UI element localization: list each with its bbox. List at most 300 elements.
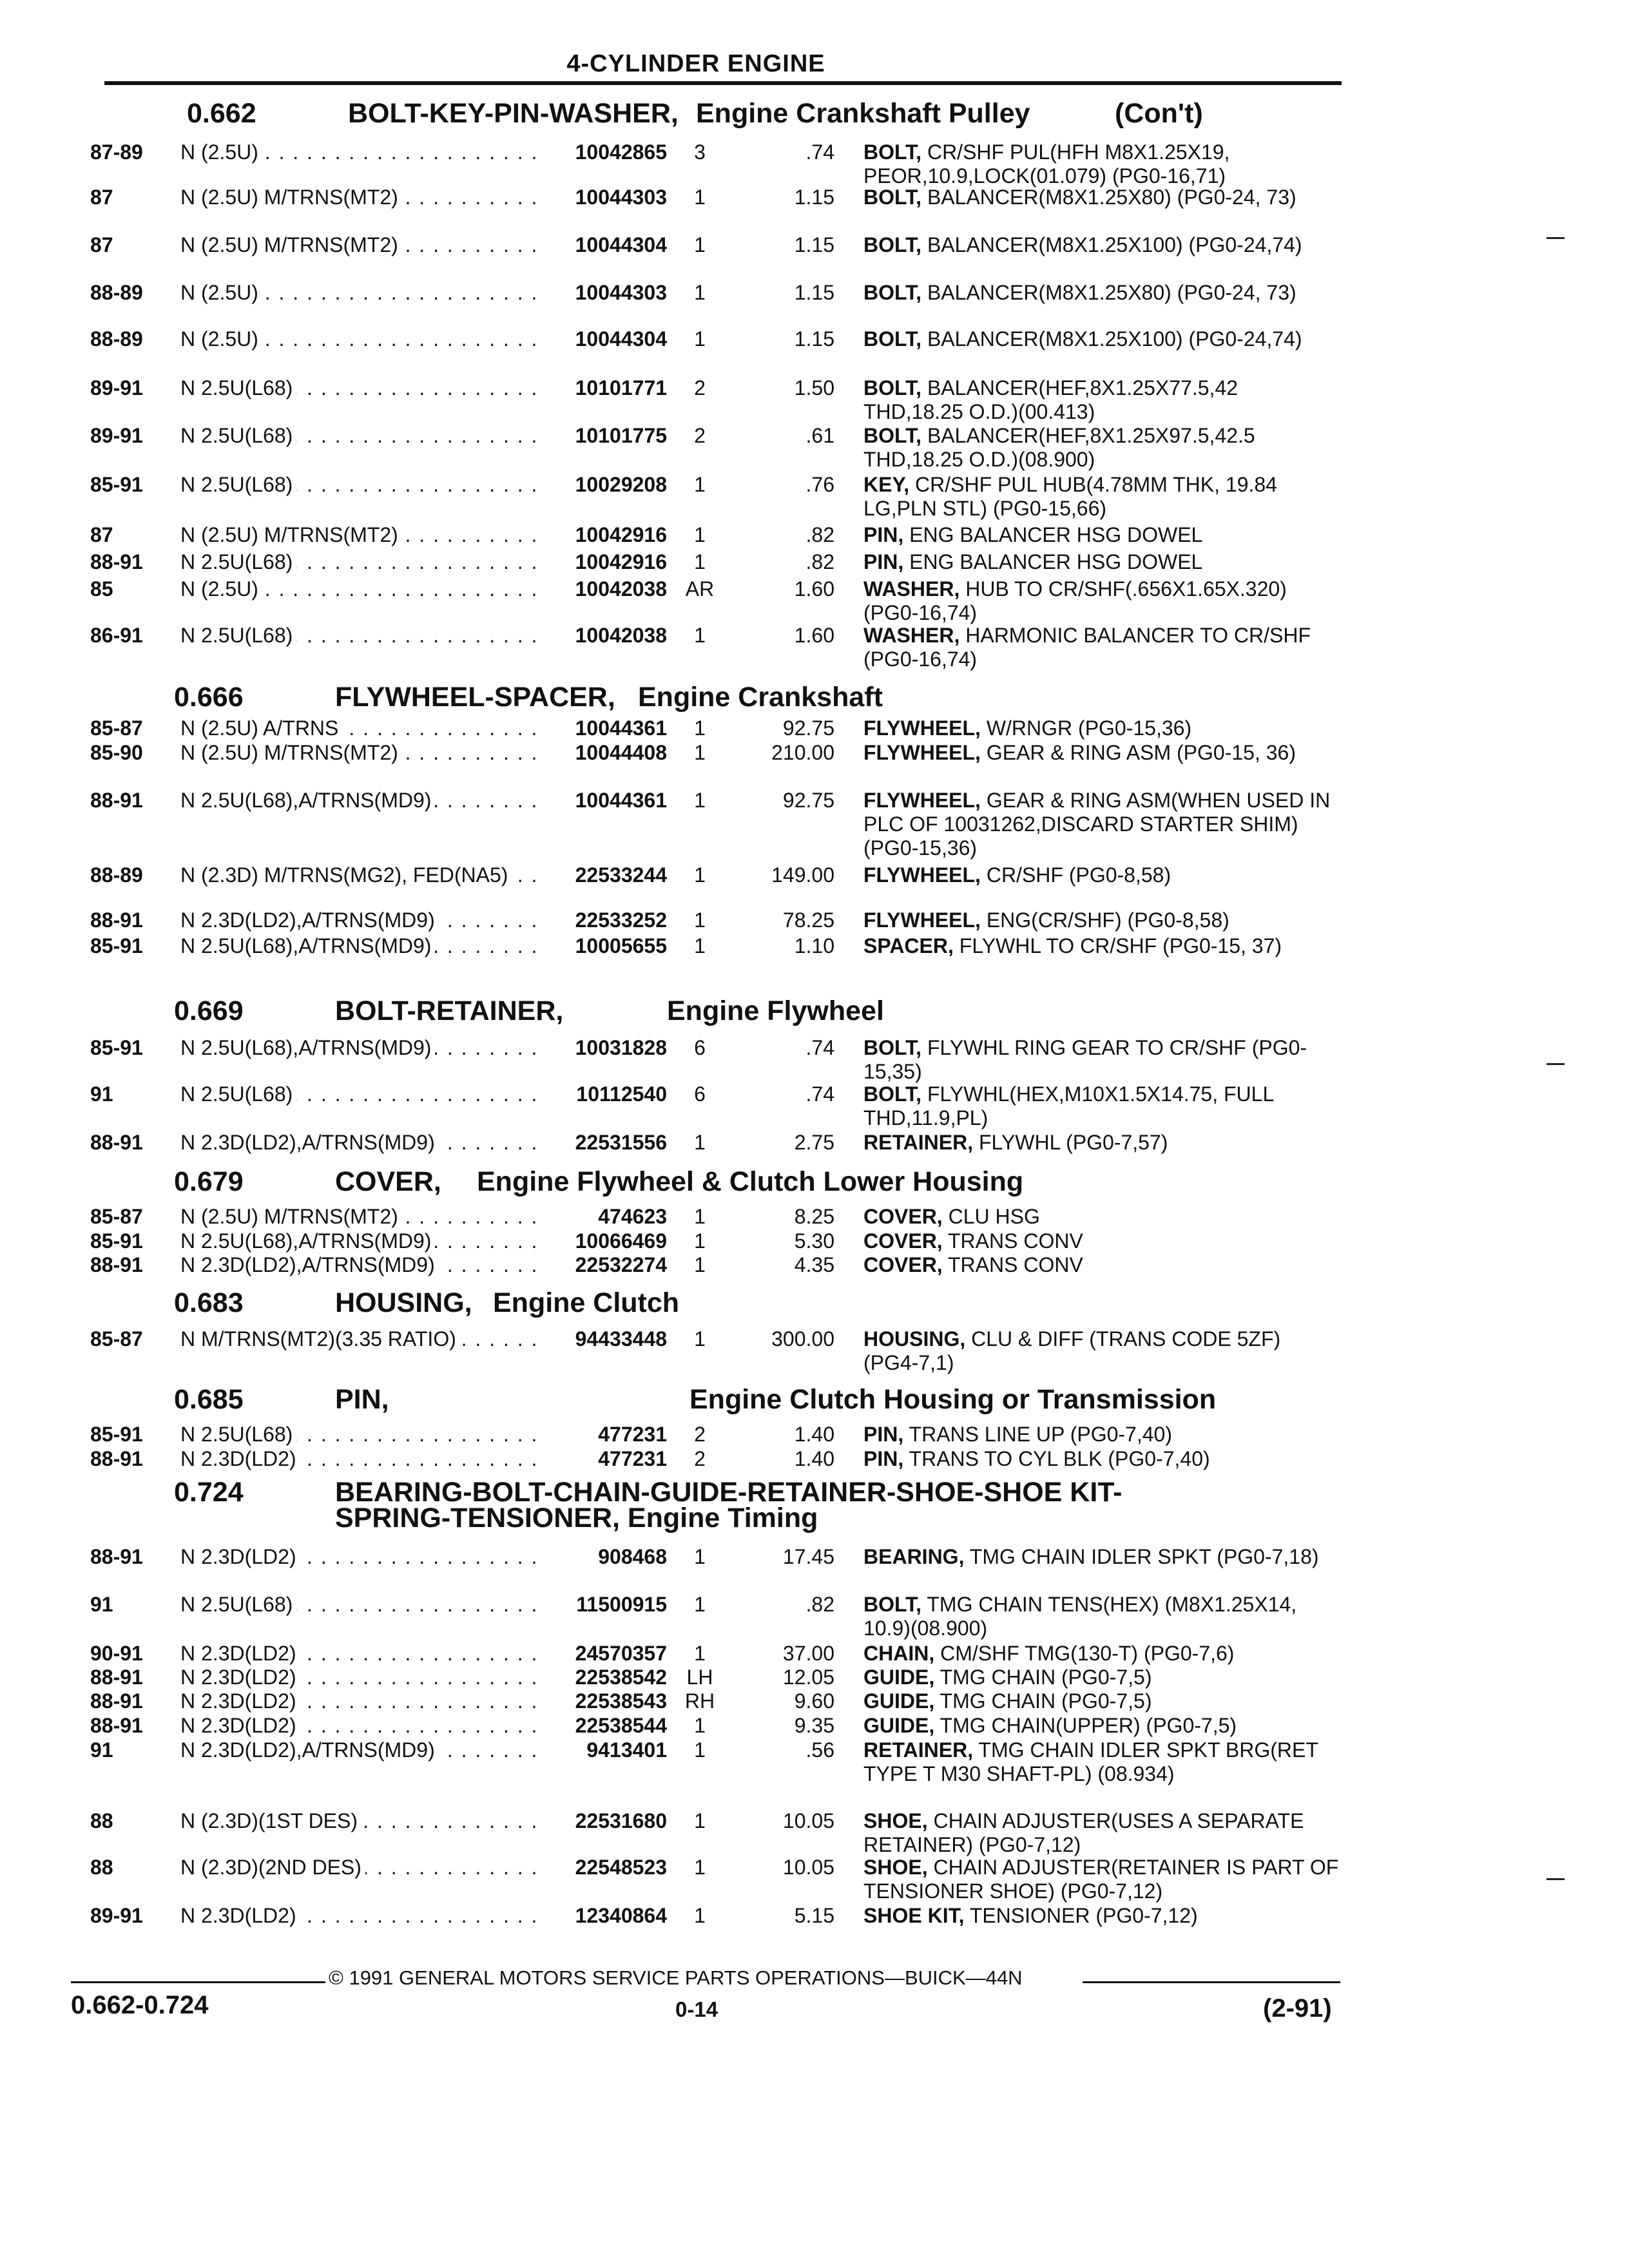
section-subtitle: Engine Clutch Housing or Transmission bbox=[689, 1384, 1217, 1415]
part-number: 10042038 bbox=[575, 577, 667, 601]
section-number: 0.683 bbox=[174, 1287, 244, 1318]
quantity: 1 bbox=[694, 1327, 706, 1350]
part-noun: GUIDE, bbox=[863, 1714, 935, 1737]
usage-description bbox=[180, 577, 538, 601]
footer-copyright: © 1991 GENERAL MOTORS SERVICE PARTS OPERATIONS—BUICK—44N bbox=[329, 1966, 1023, 1989]
part-number: 10044303 bbox=[575, 281, 667, 304]
part-detail: GEAR & RING ASM (PG0-15, 36) bbox=[986, 741, 1296, 764]
usage-description-text: N 2.5U(L68) bbox=[180, 550, 296, 573]
part-name bbox=[863, 1593, 1340, 1640]
usage-description bbox=[180, 327, 538, 351]
part-number: 10112540 bbox=[576, 1082, 667, 1106]
part-number: 9413401 bbox=[586, 1738, 667, 1762]
part-name bbox=[863, 424, 1340, 472]
section-number: 0.666 bbox=[174, 682, 244, 713]
model-years: 88-91 bbox=[90, 1714, 143, 1737]
usage-description bbox=[180, 1131, 538, 1155]
part-detail: FLYWHL(HEX,M10X1.5X14.75, FULL THD,11.9,PL) bbox=[863, 1082, 1274, 1129]
usage-description-text: N 2.5U(L68),A/TRNS(MD9) bbox=[180, 1036, 435, 1059]
price: 1.15 bbox=[794, 327, 834, 351]
model-years: 87-89 bbox=[90, 140, 143, 164]
model-years: 91 bbox=[90, 1738, 113, 1762]
part-noun: COVER, bbox=[863, 1253, 943, 1276]
quantity: 1 bbox=[694, 1809, 706, 1832]
part-noun: CHAIN, bbox=[863, 1642, 935, 1665]
part-name bbox=[863, 577, 1340, 625]
usage-description-text: N (2.5U) bbox=[180, 140, 262, 164]
section-title: BOLT-KEY-PIN-WASHER, bbox=[348, 98, 679, 129]
price: 1.60 bbox=[794, 624, 834, 647]
part-number: 10029208 bbox=[575, 473, 667, 496]
usage-description-text: N (2.5U) M/TRNS(MT2) bbox=[180, 523, 402, 546]
part-noun: BOLT, bbox=[863, 376, 922, 399]
model-years: 87 bbox=[90, 523, 113, 546]
quantity: 1 bbox=[694, 473, 706, 496]
quantity: 1 bbox=[694, 1904, 706, 1927]
footer-section-range: 0.662-0.724 bbox=[71, 1991, 209, 2019]
part-number: 10101775 bbox=[575, 424, 667, 447]
part-detail: TRANS CONV bbox=[948, 1253, 1083, 1276]
quantity: 1 bbox=[694, 934, 706, 957]
usage-description-text: N M/TRNS(MT2)(3.35 RATIO) bbox=[180, 1327, 460, 1350]
price: 17.45 bbox=[782, 1545, 834, 1568]
usage-description-text: N (2.5U) M/TRNS(MT2) bbox=[180, 186, 402, 209]
part-detail: BALANCER(HEF,8X1.25X77.5,42 THD,18.25 O.D.)(00.413) bbox=[863, 376, 1238, 423]
quantity: 1 bbox=[694, 789, 706, 812]
model-years: 91 bbox=[90, 1082, 113, 1106]
section-title: BOLT-RETAINER, bbox=[335, 995, 564, 1026]
price: .56 bbox=[805, 1738, 834, 1762]
part-noun: KEY, bbox=[863, 473, 910, 496]
part-number: 10044303 bbox=[575, 186, 667, 209]
price: 1.40 bbox=[794, 1447, 834, 1470]
model-years: 85 bbox=[90, 577, 113, 601]
part-noun: BOLT, bbox=[863, 1082, 922, 1106]
usage-description-text: N 2.3D(LD2) bbox=[180, 1666, 300, 1689]
header-rule bbox=[104, 81, 1342, 85]
usage-description-text: N 2.3D(LD2),A/TRNS(MD9) bbox=[180, 1253, 439, 1276]
part-noun: FLYWHEEL, bbox=[863, 741, 981, 764]
part-number: 22538542 bbox=[575, 1666, 667, 1689]
part-detail: BALANCER(M8X1.25X100) (PG0-24,74) bbox=[927, 327, 1302, 351]
price: 10.05 bbox=[782, 1809, 834, 1832]
section-continued: (Con't) bbox=[1115, 98, 1203, 129]
section-title: BEARING-BOLT-CHAIN-GUIDE-RETAINER-SHOE-SHOE KIT- bbox=[335, 1477, 1123, 1508]
part-name bbox=[863, 523, 1340, 547]
part-name bbox=[863, 1229, 1340, 1253]
part-noun: GUIDE, bbox=[863, 1689, 935, 1713]
part-name bbox=[863, 1253, 1340, 1277]
part-number: 10042916 bbox=[575, 523, 667, 546]
part-name bbox=[863, 1642, 1340, 1666]
margin-mark bbox=[1547, 237, 1565, 239]
usage-description-text: N 2.5U(L68) bbox=[180, 1593, 296, 1616]
price: 1.10 bbox=[794, 934, 834, 957]
price: .82 bbox=[805, 550, 834, 573]
quantity: 1 bbox=[694, 716, 706, 740]
margin-mark bbox=[1547, 1878, 1565, 1880]
usage-description-text: N (2.5U) M/TRNS(MT2) bbox=[180, 233, 402, 256]
part-detail: CLU & DIFF (TRANS CODE 5ZF) (PG4-7,1) bbox=[863, 1327, 1281, 1374]
model-years: 88 bbox=[90, 1809, 113, 1832]
quantity: 6 bbox=[694, 1082, 706, 1106]
part-noun: FLYWHEEL, bbox=[863, 908, 981, 932]
part-name bbox=[863, 1327, 1340, 1375]
model-years: 88-89 bbox=[90, 327, 143, 351]
usage-description bbox=[180, 424, 538, 448]
part-noun: FLYWHEEL, bbox=[863, 789, 981, 812]
model-years: 87 bbox=[90, 186, 113, 209]
price: .82 bbox=[805, 523, 834, 546]
price: 1.50 bbox=[794, 376, 834, 399]
usage-description bbox=[180, 741, 538, 765]
usage-description-text: N 2.3D(LD2) bbox=[180, 1642, 300, 1665]
usage-description bbox=[180, 1666, 538, 1689]
part-noun: FLYWHEEL, bbox=[863, 716, 981, 740]
section-number: 0.685 bbox=[174, 1384, 244, 1415]
price: .74 bbox=[805, 1036, 834, 1059]
part-noun: WASHER, bbox=[863, 624, 960, 647]
section-subtitle: Engine Flywheel & Clutch Lower Housing bbox=[477, 1166, 1024, 1197]
usage-description bbox=[180, 1545, 538, 1569]
part-detail: CR/SHF PUL(HFH M8X1.25X19, PEOR,10.9,LOCK(01.079) (PG0-16,71) bbox=[863, 140, 1230, 187]
part-number: 477231 bbox=[598, 1423, 667, 1446]
price: 1.60 bbox=[794, 577, 834, 601]
usage-description bbox=[180, 1738, 538, 1762]
quantity: 1 bbox=[694, 1714, 706, 1737]
usage-description bbox=[180, 140, 538, 164]
part-number: 10044408 bbox=[575, 741, 667, 764]
footer-rule-left bbox=[71, 1981, 325, 1983]
usage-description bbox=[180, 1229, 538, 1253]
usage-description-text: N 2.3D(LD2) bbox=[180, 1545, 300, 1568]
part-detail: CR/SHF PUL HUB(4.78MM THK, 19.84 LG,PLN STL) (PG0-15,66) bbox=[863, 473, 1277, 520]
part-number: 22532274 bbox=[575, 1253, 667, 1276]
part-number: 22533244 bbox=[575, 863, 667, 887]
part-number: 22531556 bbox=[575, 1131, 667, 1154]
part-noun: SHOE, bbox=[863, 1856, 928, 1879]
price: .76 bbox=[805, 473, 834, 496]
usage-description-text: N 2.3D(LD2),A/TRNS(MD9) bbox=[180, 1131, 439, 1154]
part-noun: RETAINER, bbox=[863, 1131, 974, 1154]
usage-description bbox=[180, 1904, 538, 1928]
quantity: 1 bbox=[694, 523, 706, 546]
part-number: 10044304 bbox=[575, 327, 667, 351]
usage-description-text: N (2.3D) M/TRNS(MG2), FED(NA5) bbox=[180, 863, 512, 887]
section-number: 0.669 bbox=[174, 995, 244, 1026]
model-years: 88-89 bbox=[90, 281, 143, 304]
model-years: 85-91 bbox=[90, 473, 143, 496]
part-detail: FLYWHL (PG0-7,57) bbox=[978, 1131, 1168, 1154]
part-name bbox=[863, 233, 1340, 257]
part-noun: HOUSING, bbox=[863, 1327, 966, 1350]
model-years: 88-91 bbox=[90, 1545, 143, 1568]
part-noun: COVER, bbox=[863, 1205, 943, 1228]
part-number: 22533252 bbox=[575, 908, 667, 932]
price: 5.15 bbox=[794, 1904, 834, 1927]
usage-description-text: N (2.5U) A/TRNS bbox=[180, 716, 342, 740]
section-number: 0.679 bbox=[174, 1166, 244, 1197]
margin-mark bbox=[1547, 1063, 1565, 1065]
usage-description-text: N 2.5U(L68) bbox=[180, 376, 296, 399]
part-name bbox=[863, 186, 1340, 209]
price: 300.00 bbox=[771, 1327, 834, 1350]
price: 4.35 bbox=[794, 1253, 834, 1276]
part-detail: TMG CHAIN (PG0-7,5) bbox=[940, 1666, 1152, 1689]
section-subtitle: Engine Clutch bbox=[493, 1287, 680, 1318]
quantity: 1 bbox=[694, 624, 706, 647]
part-detail: HUB TO CR/SHF(.656X1.65X.320) (PG0-16,74) bbox=[863, 577, 1287, 624]
part-detail: TRANS LINE UP (PG0-7,40) bbox=[909, 1423, 1172, 1446]
part-number: 22538543 bbox=[575, 1689, 667, 1713]
usage-description bbox=[180, 1714, 538, 1738]
quantity: 1 bbox=[694, 233, 706, 256]
usage-description-text: N 2.3D(LD2),A/TRNS(MD9) bbox=[180, 1738, 439, 1762]
part-noun: PIN, bbox=[863, 550, 904, 573]
quantity: 1 bbox=[694, 1593, 706, 1616]
part-detail: TMG CHAIN (PG0-7,5) bbox=[940, 1689, 1152, 1713]
part-noun: COVER, bbox=[863, 1229, 943, 1253]
part-name bbox=[863, 1738, 1340, 1786]
model-years: 86-91 bbox=[90, 624, 143, 647]
usage-description bbox=[180, 789, 538, 812]
part-name bbox=[863, 376, 1340, 424]
part-number: 474623 bbox=[598, 1205, 667, 1228]
part-number: 22548523 bbox=[575, 1856, 667, 1879]
quantity: 3 bbox=[694, 140, 706, 164]
usage-description-text: N (2.3D)(2ND DES) bbox=[180, 1856, 365, 1879]
quantity: 1 bbox=[694, 1131, 706, 1154]
part-noun: BOLT, bbox=[863, 327, 922, 351]
price: 2.75 bbox=[794, 1131, 834, 1154]
part-name bbox=[863, 1856, 1340, 1903]
price: 5.30 bbox=[794, 1229, 834, 1253]
price: 1.15 bbox=[794, 233, 834, 256]
usage-description-text: N 2.3D(LD2) bbox=[180, 1689, 300, 1713]
part-number: 477231 bbox=[598, 1447, 667, 1470]
part-name bbox=[863, 716, 1340, 740]
part-detail: TMG CHAIN IDLER SPKT (PG0-7,18) bbox=[969, 1545, 1319, 1568]
usage-description bbox=[180, 1205, 538, 1229]
part-number: 24570357 bbox=[575, 1642, 667, 1665]
quantity: 1 bbox=[694, 1856, 706, 1879]
price: 1.15 bbox=[794, 281, 834, 304]
usage-description-text: N 2.3D(LD2) bbox=[180, 1447, 300, 1470]
part-number: 10031828 bbox=[575, 1036, 667, 1059]
model-years: 85-90 bbox=[90, 741, 143, 764]
usage-description bbox=[180, 1689, 538, 1713]
part-detail: FLYWHL RING GEAR TO CR/SHF (PG0-15,35) bbox=[863, 1036, 1307, 1083]
price: 92.75 bbox=[782, 789, 834, 812]
usage-description bbox=[180, 1447, 538, 1471]
quantity: 6 bbox=[694, 1036, 706, 1059]
part-detail: BALANCER(M8X1.25X100) (PG0-24,74) bbox=[927, 233, 1302, 256]
part-detail: TMG CHAIN(UPPER) (PG0-7,5) bbox=[940, 1714, 1237, 1737]
part-noun: PIN, bbox=[863, 1423, 904, 1446]
quantity: 1 bbox=[694, 186, 706, 209]
part-name bbox=[863, 1205, 1340, 1229]
model-years: 85-91 bbox=[90, 1423, 143, 1446]
part-number: 10044361 bbox=[575, 789, 667, 812]
part-noun: PIN, bbox=[863, 523, 904, 546]
usage-description bbox=[180, 1327, 538, 1351]
part-noun: GUIDE, bbox=[863, 1666, 935, 1689]
model-years: 90-91 bbox=[90, 1642, 143, 1665]
part-noun: BOLT, bbox=[863, 424, 922, 447]
part-detail: ENG BALANCER HSG DOWEL bbox=[909, 523, 1203, 546]
price: 149.00 bbox=[771, 863, 834, 887]
model-years: 88-91 bbox=[90, 1666, 143, 1689]
model-years: 85-87 bbox=[90, 1205, 143, 1228]
part-noun: FLYWHEEL, bbox=[863, 863, 981, 887]
usage-description bbox=[180, 1642, 538, 1666]
price: 1.40 bbox=[794, 1423, 834, 1446]
section-subtitle: Engine Crankshaft Pulley bbox=[696, 98, 1030, 129]
usage-description bbox=[180, 1253, 538, 1277]
price: .74 bbox=[805, 1082, 834, 1106]
usage-description bbox=[180, 233, 538, 257]
part-name bbox=[863, 1545, 1340, 1569]
part-name bbox=[863, 624, 1340, 671]
usage-description bbox=[180, 1856, 538, 1879]
model-years: 89-91 bbox=[90, 424, 143, 447]
price: 210.00 bbox=[771, 741, 834, 764]
part-number: 10042865 bbox=[575, 140, 667, 164]
section-subtitle: Engine Crankshaft bbox=[638, 682, 883, 713]
part-number: 94433448 bbox=[575, 1327, 667, 1350]
part-number: 10044361 bbox=[575, 716, 667, 740]
footer-date: (2-91) bbox=[1263, 1994, 1332, 2023]
part-number: 10042038 bbox=[575, 624, 667, 647]
part-detail: TMG CHAIN TENS(HEX) (M8X1.25X14, 10.9)(08.900) bbox=[863, 1593, 1297, 1640]
part-noun: BOLT, bbox=[863, 186, 922, 209]
usage-description-text: N 2.3D(LD2),A/TRNS(MD9) bbox=[180, 908, 439, 932]
footer-rule-right bbox=[1083, 1981, 1340, 1983]
quantity: 1 bbox=[694, 863, 706, 887]
price: 92.75 bbox=[782, 716, 834, 740]
price: 9.35 bbox=[794, 1714, 834, 1737]
usage-description-text: N 2.5U(L68) bbox=[180, 1082, 296, 1106]
part-detail: HARMONIC BALANCER TO CR/SHF (PG0-16,74) bbox=[863, 624, 1311, 671]
part-detail: CR/SHF (PG0-8,58) bbox=[986, 863, 1171, 887]
usage-description bbox=[180, 473, 538, 497]
part-name bbox=[863, 1809, 1340, 1857]
quantity: 1 bbox=[694, 741, 706, 764]
part-name bbox=[863, 1131, 1340, 1155]
usage-description-text: N 2.5U(L68),A/TRNS(MD9) bbox=[180, 1229, 435, 1253]
part-detail: ENG BALANCER HSG DOWEL bbox=[909, 550, 1203, 573]
usage-description-text: N 2.5U(L68) bbox=[180, 624, 296, 647]
part-number: 10101771 bbox=[575, 376, 667, 399]
model-years: 88-91 bbox=[90, 1447, 143, 1470]
part-name bbox=[863, 1689, 1340, 1713]
part-detail: GEAR & RING ASM(WHEN USED IN PLC OF 10031262,DISCARD STARTER SHIM) (PG0-15,36) bbox=[863, 789, 1331, 860]
part-number: 10044304 bbox=[575, 233, 667, 256]
part-detail: W/RNGR (PG0-15,36) bbox=[986, 716, 1192, 740]
part-name bbox=[863, 1904, 1340, 1928]
usage-description-text: N (2.5U) bbox=[180, 327, 262, 351]
part-name bbox=[863, 863, 1340, 887]
price: .61 bbox=[805, 424, 834, 447]
part-name bbox=[863, 1036, 1340, 1084]
usage-description-text: N 2.3D(LD2) bbox=[180, 1714, 300, 1737]
part-detail: BALANCER(HEF,8X1.25X97.5,42.5 THD,18.25 O.D.)(08.900) bbox=[863, 424, 1255, 471]
part-number: 10066469 bbox=[575, 1229, 667, 1253]
model-years: 85-91 bbox=[90, 934, 143, 957]
usage-description bbox=[180, 716, 538, 740]
usage-description-text: N 2.5U(L68) bbox=[180, 424, 296, 447]
part-name bbox=[863, 934, 1340, 958]
part-number: 10042916 bbox=[575, 550, 667, 573]
section-subtitle: Engine Flywheel bbox=[667, 995, 884, 1026]
model-years: 88-91 bbox=[90, 908, 143, 932]
model-years: 88-91 bbox=[90, 1131, 143, 1154]
price: 1.15 bbox=[794, 186, 834, 209]
part-number: 908468 bbox=[598, 1545, 667, 1568]
quantity: AR bbox=[685, 577, 715, 601]
part-name bbox=[863, 140, 1340, 188]
usage-description bbox=[180, 186, 538, 209]
part-name bbox=[863, 281, 1340, 305]
usage-description bbox=[180, 376, 538, 400]
part-noun: BOLT, bbox=[863, 233, 922, 256]
usage-description bbox=[180, 1036, 538, 1060]
part-name bbox=[863, 473, 1340, 521]
part-detail: CM/SHF TMG(130-T) (PG0-7,6) bbox=[940, 1642, 1235, 1665]
model-years: 87 bbox=[90, 233, 113, 256]
part-detail: BALANCER(M8X1.25X80) (PG0-24, 73) bbox=[927, 186, 1296, 209]
quantity: 1 bbox=[694, 1205, 706, 1228]
part-name bbox=[863, 789, 1340, 860]
part-number: 10005655 bbox=[575, 934, 667, 957]
part-noun: BOLT, bbox=[863, 1036, 922, 1059]
usage-description bbox=[180, 1593, 538, 1617]
quantity: 1 bbox=[694, 550, 706, 573]
part-name bbox=[863, 550, 1340, 574]
price: 37.00 bbox=[782, 1642, 834, 1665]
part-number: 12340864 bbox=[575, 1904, 667, 1927]
price: 12.05 bbox=[782, 1666, 834, 1689]
quantity: 1 bbox=[694, 1229, 706, 1253]
quantity: 1 bbox=[694, 1545, 706, 1568]
usage-description-text: N 2.5U(L68),A/TRNS(MD9) bbox=[180, 789, 435, 812]
quantity: 1 bbox=[694, 1642, 706, 1665]
usage-description-text: N (2.5U) bbox=[180, 577, 262, 601]
model-years: 85-91 bbox=[90, 1036, 143, 1059]
part-name bbox=[863, 1423, 1340, 1446]
quantity: 1 bbox=[694, 1253, 706, 1276]
page-header-title: 4-CYLINDER ENGINE bbox=[566, 50, 825, 77]
model-years: 88 bbox=[90, 1856, 113, 1879]
part-number: 11500915 bbox=[576, 1593, 667, 1616]
usage-description bbox=[180, 1423, 538, 1446]
part-detail: ENG(CR/SHF) (PG0-8,58) bbox=[986, 908, 1229, 932]
quantity: 2 bbox=[694, 1447, 706, 1470]
part-name bbox=[863, 908, 1340, 932]
part-name bbox=[863, 1714, 1340, 1738]
section-title: PIN, bbox=[335, 1384, 389, 1415]
usage-description bbox=[180, 523, 538, 547]
part-detail: CLU HSG bbox=[948, 1205, 1040, 1228]
section-number: 0.724 bbox=[174, 1477, 244, 1508]
price: 78.25 bbox=[782, 908, 834, 932]
model-years: 88-91 bbox=[90, 1689, 143, 1713]
price: 10.05 bbox=[782, 1856, 834, 1879]
usage-description-text: N 2.5U(L68),A/TRNS(MD9) bbox=[180, 934, 435, 957]
quantity: 1 bbox=[694, 908, 706, 932]
quantity: 2 bbox=[694, 1423, 706, 1446]
part-detail: TENSIONER (PG0-7,12) bbox=[969, 1904, 1198, 1927]
